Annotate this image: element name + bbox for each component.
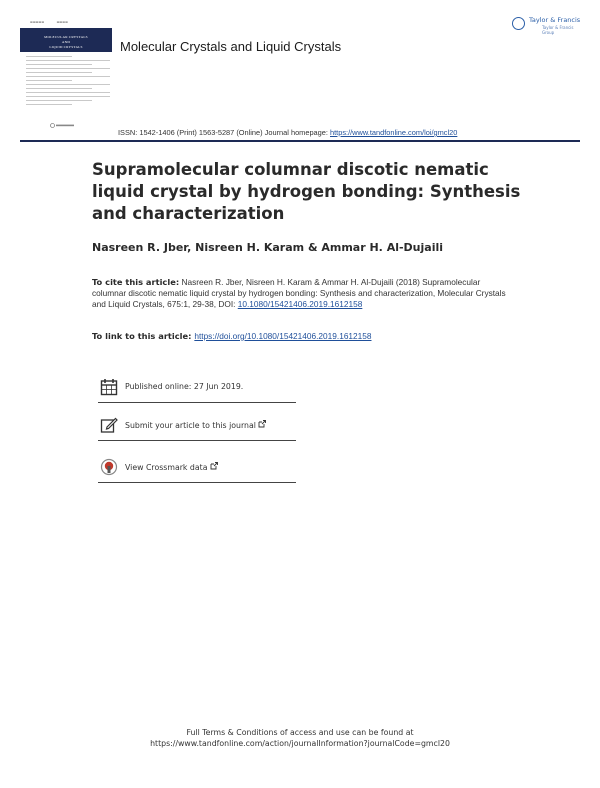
citation-block <box>92 277 512 310</box>
crossmark-icon <box>100 458 118 476</box>
publisher-logo-text: Taylor & Francis <box>529 16 581 24</box>
thumbnail-publisher-logo <box>50 123 82 128</box>
cover-title-line: LIQUID CRYSTALS <box>49 45 83 49</box>
submit-article-label: Submit your article to this journal <box>125 421 256 430</box>
journal-cover-thumbnail <box>20 28 112 52</box>
submit-article-link[interactable] <box>125 420 266 430</box>
footer-terms-text: Full Terms & Conditions of access and use can be found at <box>186 728 414 737</box>
citation-text: Nasreen R. Jber, Nisreen H. Karam & Ammar H. Al-Dujaili (2018) Supramolecular columnar discotic nematic liquid crystal by hydrogen bonding: Synthesis and characterization, Molecular Crystals and Liquid Crystals, 675:1, 29-38, DOI: <box>92 277 506 309</box>
footer-terms-link[interactable]: https://www.tandfonline.com/action/journalInformation?journalCode=gmcl20 <box>150 739 450 748</box>
publisher-logo-subtext: Taylor & Francis Group <box>542 25 574 35</box>
journal-title: Molecular Crystals and Liquid Crystals <box>120 39 342 54</box>
header-divider <box>20 140 580 142</box>
cover-title-line: MOLECULAR CRYSTALS <box>44 35 88 39</box>
article-authors: Nasreen R. Jber, Nisreen H. Karam & Ammar H. Al-Dujaili <box>92 241 444 254</box>
article-link-label: To link to this article: <box>92 331 195 341</box>
published-online-row <box>98 378 296 403</box>
cover-thumbnail-header-line: ▬▬▬▬▬ ▬▬▬▬ <box>30 20 68 24</box>
article-link-line <box>92 331 372 341</box>
issn-text: ISSN: 1542-1406 (Print) 1563-5287 (Online) Journal homepage: <box>118 128 330 137</box>
cover-table-of-contents <box>26 56 110 108</box>
external-link-icon <box>258 420 266 428</box>
calendar-icon <box>100 378 118 396</box>
crossmark-label: View Crossmark data <box>125 463 208 472</box>
article-doi-link[interactable]: https://doi.org/10.1080/15421406.2019.1612158 <box>194 331 372 341</box>
citation-label: To cite this article: <box>92 277 180 287</box>
journal-homepage-link[interactable]: https://www.tandfonline.com/loi/gmcl20 <box>330 128 458 137</box>
publisher-logo[interactable] <box>512 16 584 34</box>
article-title: Supramolecular columnar discotic nematic liquid crystal by hydrogen bonding: Synthesis and characterization <box>92 160 521 223</box>
published-online-text: Published online: 27 Jun 2019. <box>125 382 244 391</box>
external-link-icon <box>210 462 218 470</box>
cover-title-line: AND <box>61 40 71 44</box>
issn-line <box>118 128 457 137</box>
footer <box>0 727 600 749</box>
submit-article-row[interactable] <box>98 416 296 441</box>
citation-doi-link[interactable]: 10.1080/15421406.2019.1612158 <box>237 299 363 309</box>
crossmark-link[interactable] <box>125 462 218 472</box>
publisher-logo-icon <box>512 17 525 30</box>
crossmark-row[interactable] <box>98 458 296 483</box>
edit-icon <box>100 416 118 434</box>
